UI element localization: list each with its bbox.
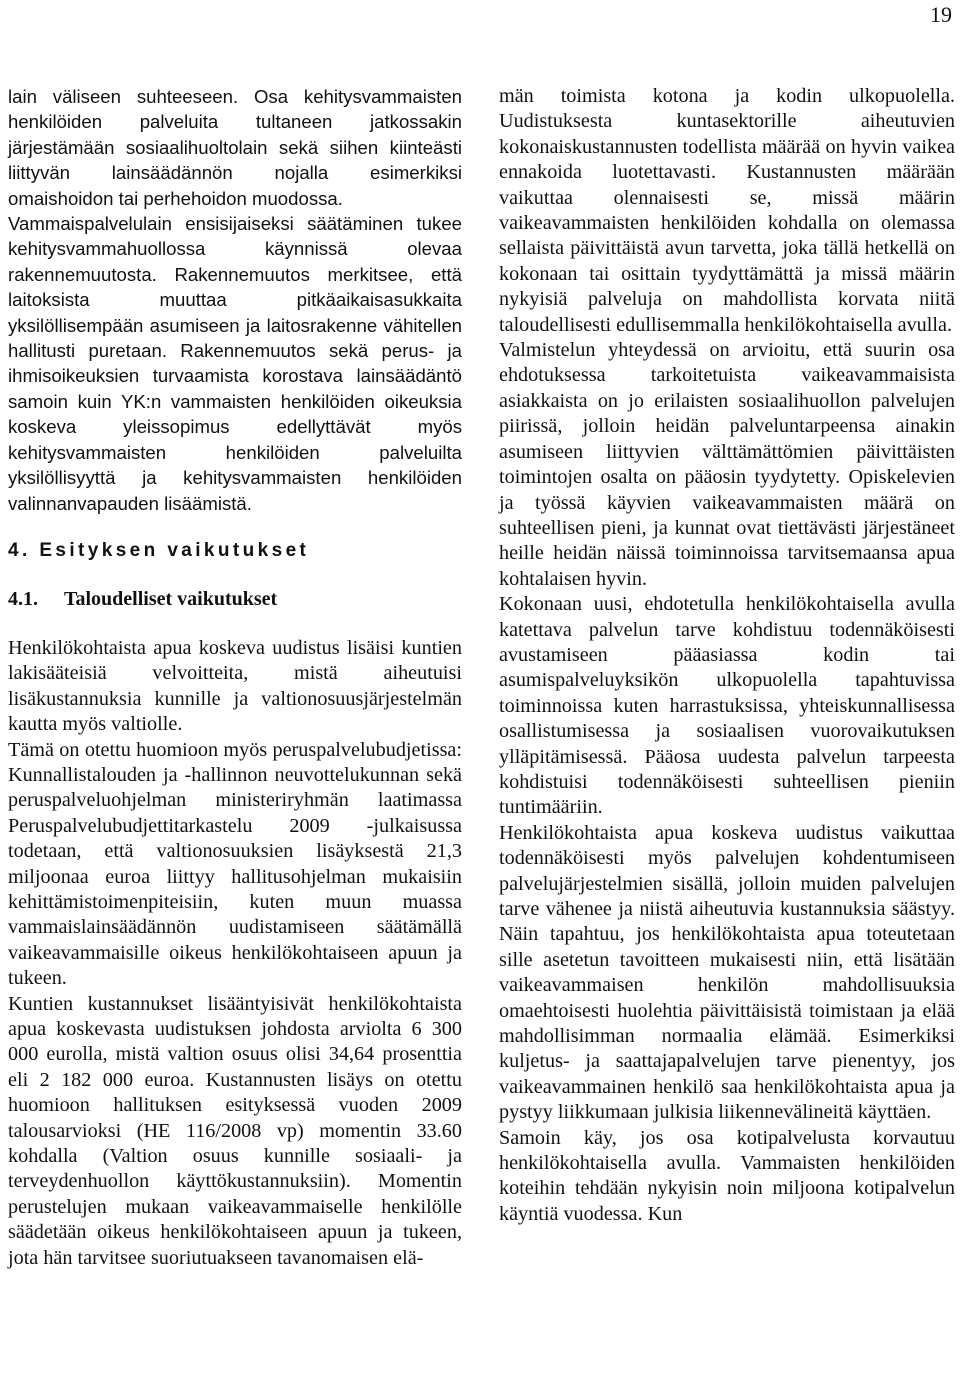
section-heading: 4. Esityksen vaikutukset	[8, 539, 310, 561]
intro-paragraph: lain väliseen suhteeseen. Osa kehitysvammaisten henkilöiden palveluita tultaneen jatkossakin järjestämään sosiaalihuoltolain sekä siihen kiinteästi liittyvän lainsäädännön nojalla esimerkiksi omaishoidon tai perhehoidon muodossa.	[8, 86, 462, 209]
page-number: 19	[930, 2, 952, 27]
left-column	[8, 84, 462, 1271]
subsection-title: Taloudelliset vaikutukset	[64, 587, 278, 610]
body-paragraph: Tämä on otettu huomioon myös peruspalvelubudjetissa: Kunnallistalouden ja -hallinnon neuvottelukunnan sekä peruspalveluohjelman ministeriryhmän laatimassa Peruspalvelubudjettitarkastelu 2009 -julkaisussa todetaan, että valtionosuuksien lisäyksestä 21,3 miljoonaa euroa liittyy hallitusohjelman mukaisiin kehittämistoimenpiteisiin, kuten muun muassa vammaislainsäädännön uudistamiseen säätämällä vaikeavammaisille oikeus henkilökohtaiseen apuun ja tukeen.	[8, 738, 462, 990]
body-paragraph: män toimista kotona ja kodin ulkopuolella. Uudistuksesta kuntasektorille aiheutuvien kokonaiskustannusten todellista määrää on hyvin vaikea ennakoida luotettavasti. Kustannusten määrään vaikuttaa olennaisesti se, missä määrin vaikeavammaisten henkilöiden kohdalla on olemassa sellaista päivittäistä avun tarvetta, joka tällä hetkellä on kokonaan tai osittain tyydyttämättä ja missä määrin nykyisiä palveluja on mahdollista korvata niitä taloudellisesti edullisemmalla henkilökohtaisella avulla.	[499, 85, 955, 336]
intro-paragraph: Vammaispalvelulain ensisijaiseksi säätäminen tukee kehitysvammahuollossa käynnissä olevaa rakennemuutosta. Rakennemuutos merkitsee, että laitoksista muuttaa pitkäaikaisasukkaita yksilöllisempään asumiseen ja laitosrakenne vähitellen hallitusti puretaan. Rakennemuutos sekä perus- ja ihmisoikeuksien turvaamista korostava lainsäädäntö samoin kuin YK:n vammaisten henkilöiden oikeuksia koskeva yleissopimus edellyttävät myös kehitysvammaisten henkilöiden palveluilta yksilöllisyyttä ja kehitysvammaisten henkilöiden valinnanvapauden lisäämistä.	[8, 213, 462, 514]
body-paragraph: Kuntien kustannukset lisääntyisivät henkilökohtaista apua koskevasta uudistuksen johdosta arviolta 6 300 000 eurolla, mistä valtion osuus olisi 34,64 prosenttia eli 2 182 000 euroa. Kustannusten lisäys on otettu huomioon hallituksen esityksessä vuoden 2009 talousarvioksi (HE 116/2008 vp) momentin 33.60 kohdalla (Valtion osuus kunnille sosiaali- ja terveydenhuollon käyttökustannuksiin). Momentin perustelujen mukaan vaikeavammaiselle henkilölle säädetään oikeus henkilökohtaiseen apuun ja tukeen, jota hän tarvitsee suoriutuakseen tavanomaisen elä-	[8, 992, 462, 1269]
subsection-number: 4.1.	[8, 587, 38, 610]
body-paragraph: Samoin käy, jos osa kotipalvelusta korvautuu henkilökohtaisella avulla. Vammaisten henkilöiden koteihin tehdään nykyisin noin miljoona kotipalvelun käyntiä vuodessa. Kun	[499, 1126, 955, 1225]
body-paragraph: Kokonaan uusi, ehdotetulla henkilökohtaisella avulla katettava palvelun tarve kohdistuu todennäköisesti avustamiseen pääasiassa kodin tai asumispalveluyksikön ulkopuolella tapahtuvissa toiminnoissa kuten harrastuksissa, yhteiskunnallisessa osallistumisessa ja sosiaalisen vuorovaikutuksen ylläpitämisessä. Pääosa uudesta palvelun tarpeesta kohdistuisi todennäköisesti suhteellisen pieniin tuntimääriin.	[499, 593, 955, 819]
right-column	[499, 84, 955, 1227]
body-paragraph: Valmistelun yhteydessä on arvioitu, että suurin osa ehdotuksessa tarkoitetuista vaikeavammaisista asiakkaista on jo erilaisten sosiaalihuollon palvelujen piirissä, jolloin heidän palveluntarpeensa ainakin asumiseen liittyvien välttämättömien päivittäisten toimintojen osalta on pääosin tyydytetty. Opiskelevien ja työssä käyvien vaikeavammaisten määrä on suhteellisen pieni, ja kunnat ovat tiettävästi järjestäneet heille heidän näissä toiminnoissa tarvitsemaansa apua kohtalaisen hyvin.	[499, 339, 955, 590]
body-paragraph: Henkilökohtaista apua koskeva uudistus lisäisi kuntien lakisääteisiä velvoitteita, mistä aiheutuisi lisäkustannuksia kunnille ja valtionosuusjärjestelmän kautta myös valtiolle.	[8, 636, 462, 736]
subsection-heading	[8, 587, 462, 612]
body-paragraph: Henkilökohtaista apua koskeva uudistus vaikuttaa todennäköisesti myös palvelujen kohdentumiseen palvelujärjestelmien sisällä, jolloin muiden palvelujen tarve vähenee ja niistä aiheutuvia kustannuksia säästyy. Näin tapahtuu, jos henkilökohtaista apua toteutetaan sille asetetun tavoitteen mukaisesti niin, että lisätään vaikeavammaisen henkilön mahdollisuuksia omaehtoisesti huolehtia päivittäisistä toimistaan ja elää mahdollisimman normaalia elämää. Esimerkiksi kuljetus- ja saattajapalvelujen tarve pienentyy, jos vaikeavammainen henkilö saa henkilökohtaista apua ja pystyy liikkumaan julkisia liikennevälineitä käyttäen.	[499, 821, 955, 1124]
